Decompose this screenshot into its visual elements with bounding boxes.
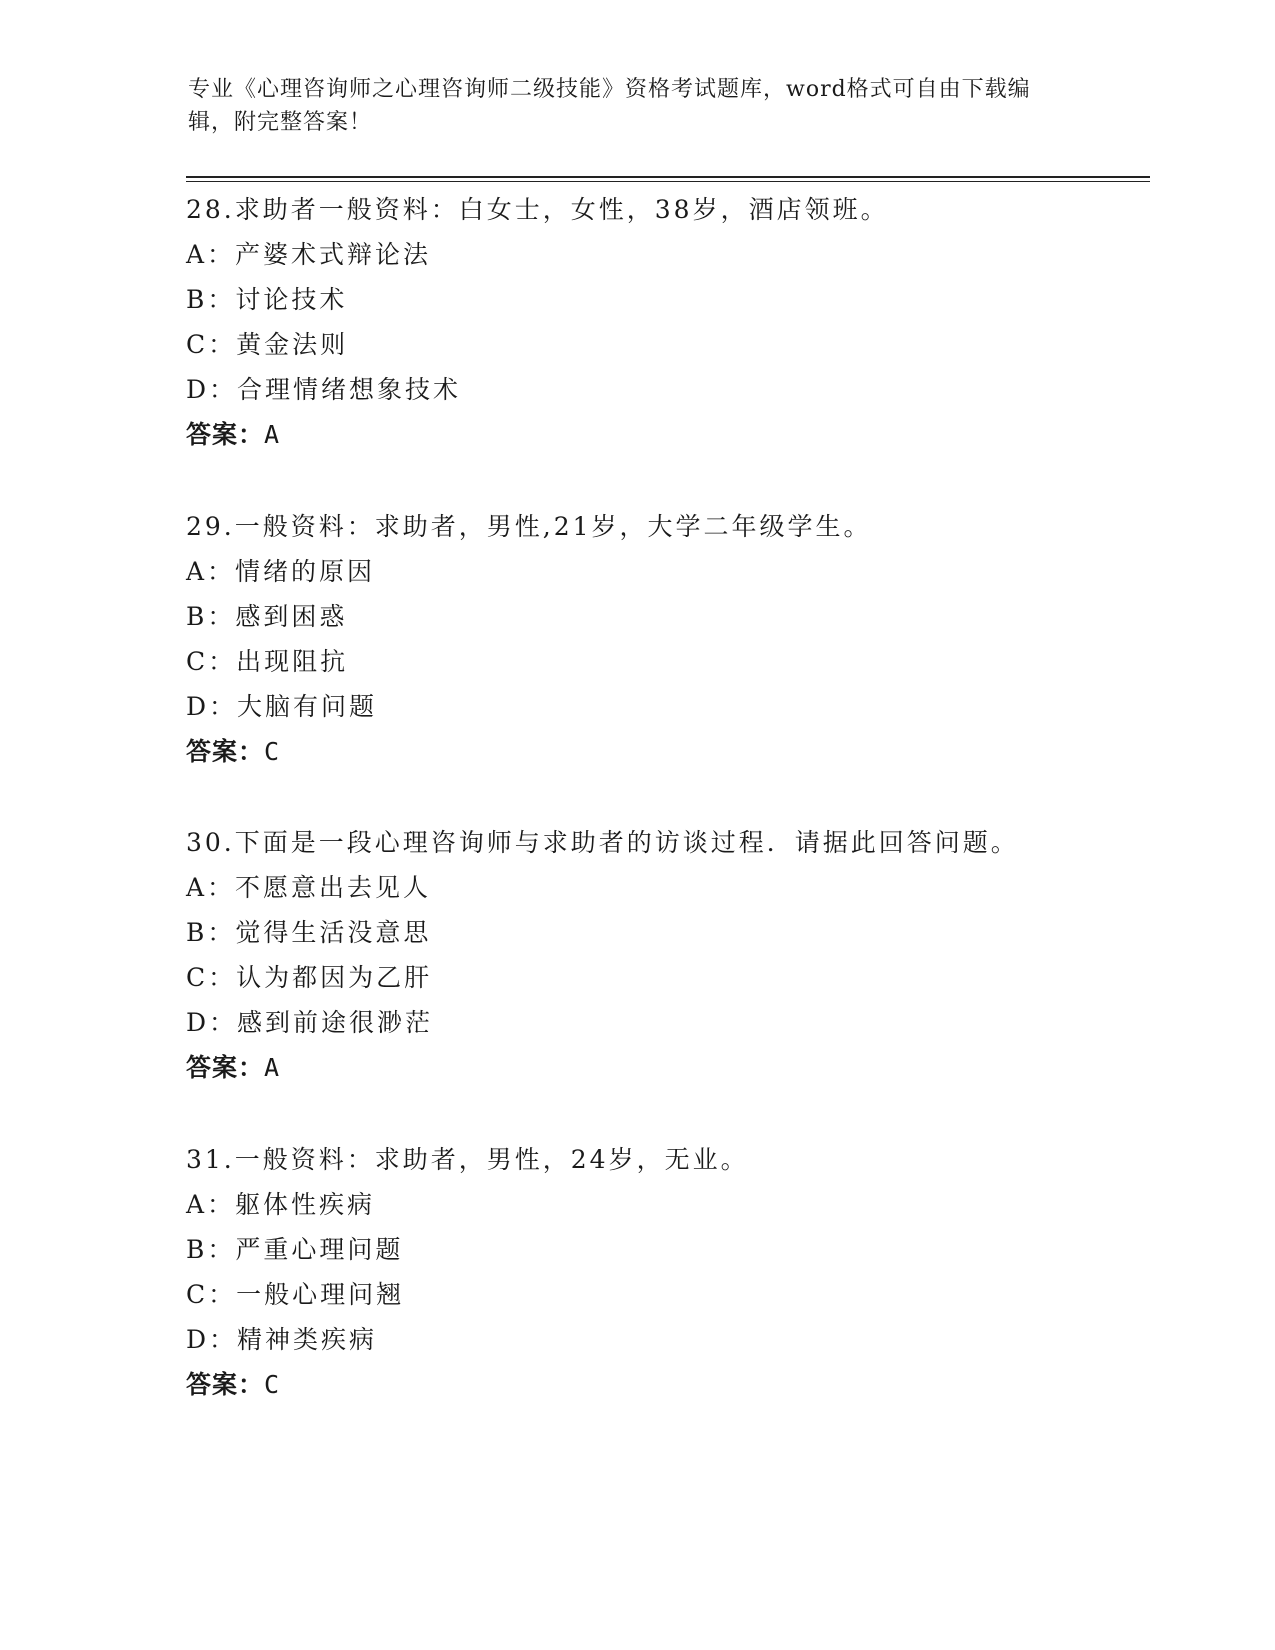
option-c: C：黄金法则 [186,330,349,359]
option-b: B：严重心理问题 [186,1235,404,1264]
header-divider [186,176,1150,178]
option-a: A：情绪的原因 [186,557,376,586]
option-d: D：大脑有问题 [186,692,378,721]
option-a: A：躯体性疾病 [186,1190,376,1219]
question-stem: 31.一般资料：求助者，男性，24岁，无业。 [186,1145,749,1174]
answer-value: A [264,1053,281,1082]
option-c: C：一般心理问翘 [186,1280,405,1309]
question-31 [186,1137,1146,1407]
option-a: A：产婆术式辩论法 [186,240,432,269]
answer-label: 答案： [186,1053,265,1082]
answer-value: C [264,737,281,766]
option-b: B：讨论技术 [186,285,348,314]
answer-label: 答案： [186,1370,265,1399]
question-30 [186,820,1146,1090]
question-stem: 30.下面是一段心理咨询师与求助者的访谈过程．请据此回答问题。 [186,828,1019,857]
answer-value: C [264,1370,281,1399]
option-c: C：出现阻抗 [186,647,349,676]
option-b: B：感到困惑 [186,602,348,631]
option-d: D：合理情绪想象技术 [186,375,462,404]
question-stem: 29.一般资料：求助者，男性,21岁，大学二年级学生。 [186,512,872,541]
answer-label: 答案： [186,737,265,766]
question-stem: 28.求助者一般资料：白女士，女性，38岁，酒店领班。 [186,195,889,224]
header-divider-thin [186,181,1150,182]
answer [186,1045,1146,1090]
option-a: A：不愿意出去见人 [186,873,432,902]
document-header: 专业《心理咨询师之心理咨询师二级技能》资格考试题库，word格式可自由下载编辑，附完整答案！ [188,77,1031,135]
question-29 [186,504,1146,774]
option-d: D：感到前途很渺茫 [186,1008,434,1037]
answer-label: 答案： [186,420,265,449]
answer-value: A [264,420,281,449]
option-c: C：认为都因为乙肝 [186,963,433,992]
answer [186,412,1146,457]
option-d: D：精神类疾病 [186,1325,378,1354]
answer [186,729,1146,774]
answer [186,1362,1146,1407]
question-28 [186,187,1146,457]
option-b: B：觉得生活没意思 [186,918,432,947]
